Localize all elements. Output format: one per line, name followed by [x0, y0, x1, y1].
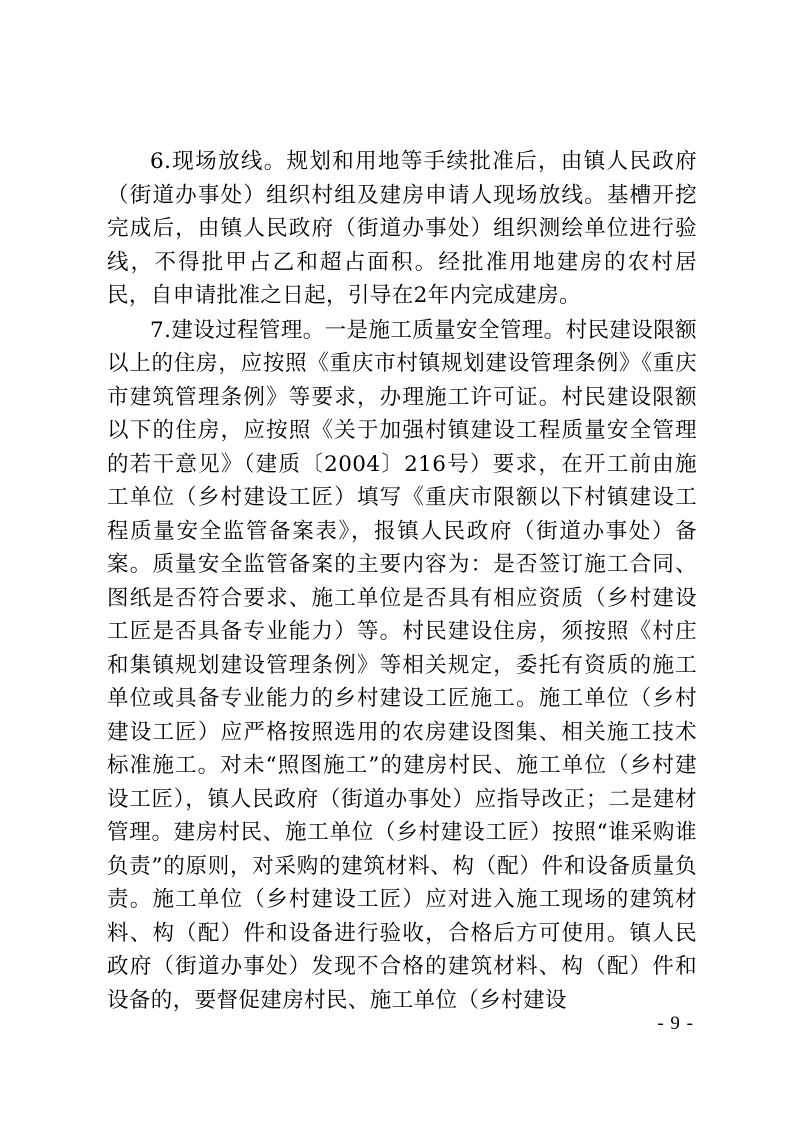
page-number: - 9 - [657, 1013, 694, 1034]
paragraph-construction-management: 7.建设过程管理。一是施工质量安全管理。村民建设限额以上的住房，应按照《重庆市村镇规划建设管理条例》《重庆市建筑管理条例》等要求，办理施工许可证。村民建设限额以下的住房，应按照《关于加强村镇建设工程质量安全管理的若干意见》（建质〔2004〕216号）要求，在开工前由施工单位（乡村建设工匠）填写《重庆市限额以下村镇建设工程质量安全监管备案表》，报镇人民政府（街道办事处）备案。质量安全监管备案的主要内容为：是否签订施工合同、图纸是否符合要求、施工单位是否具有相应资质（乡村建设工匠是否具备专业能力）等。村民建设住房，须按照《村庄和集镇规划建设管理条例》等相关规定，委托有资质的施工单位或具备专业能力的乡村建设工匠施工。施工单位（乡村建设工匠）应严格按照选用的农房建设图集、相关施工技术标准施工。对未“照图施工”的建房村民、施工单位（乡村建设工匠），镇人民政府（街道办事处）应指导改正；二是建材管理。建房村民、施工单位（乡村建设工匠）按照“谁采购谁负责”的原则，对采购的建筑材料、构（配）件和设备质量负责。施工单位（乡村建设工匠）应对进入施工现场的建筑材料、构（配）件和设备进行验收，合格后方可使用。镇人民政府（街道办事处）发现不合格的建筑材料、构（配）件和设备的，要督促建房村民、施工单位（乡村建设 [107, 317, 697, 1013]
paragraph-site-layout: 6.现场放线。规划和用地等手续批准后，由镇人民政府（街道办事处）组织村组及建房申请人现场放线。基槽开挖完成后，由镇人民政府（街道办事处）组织测绘单位进行验线，不得批甲占乙和超占面积。经批准用地建房的农村居民，自申请批准之日起，引导在2年内完成建房。 [107, 149, 697, 308]
document-body [107, 145, 697, 1017]
